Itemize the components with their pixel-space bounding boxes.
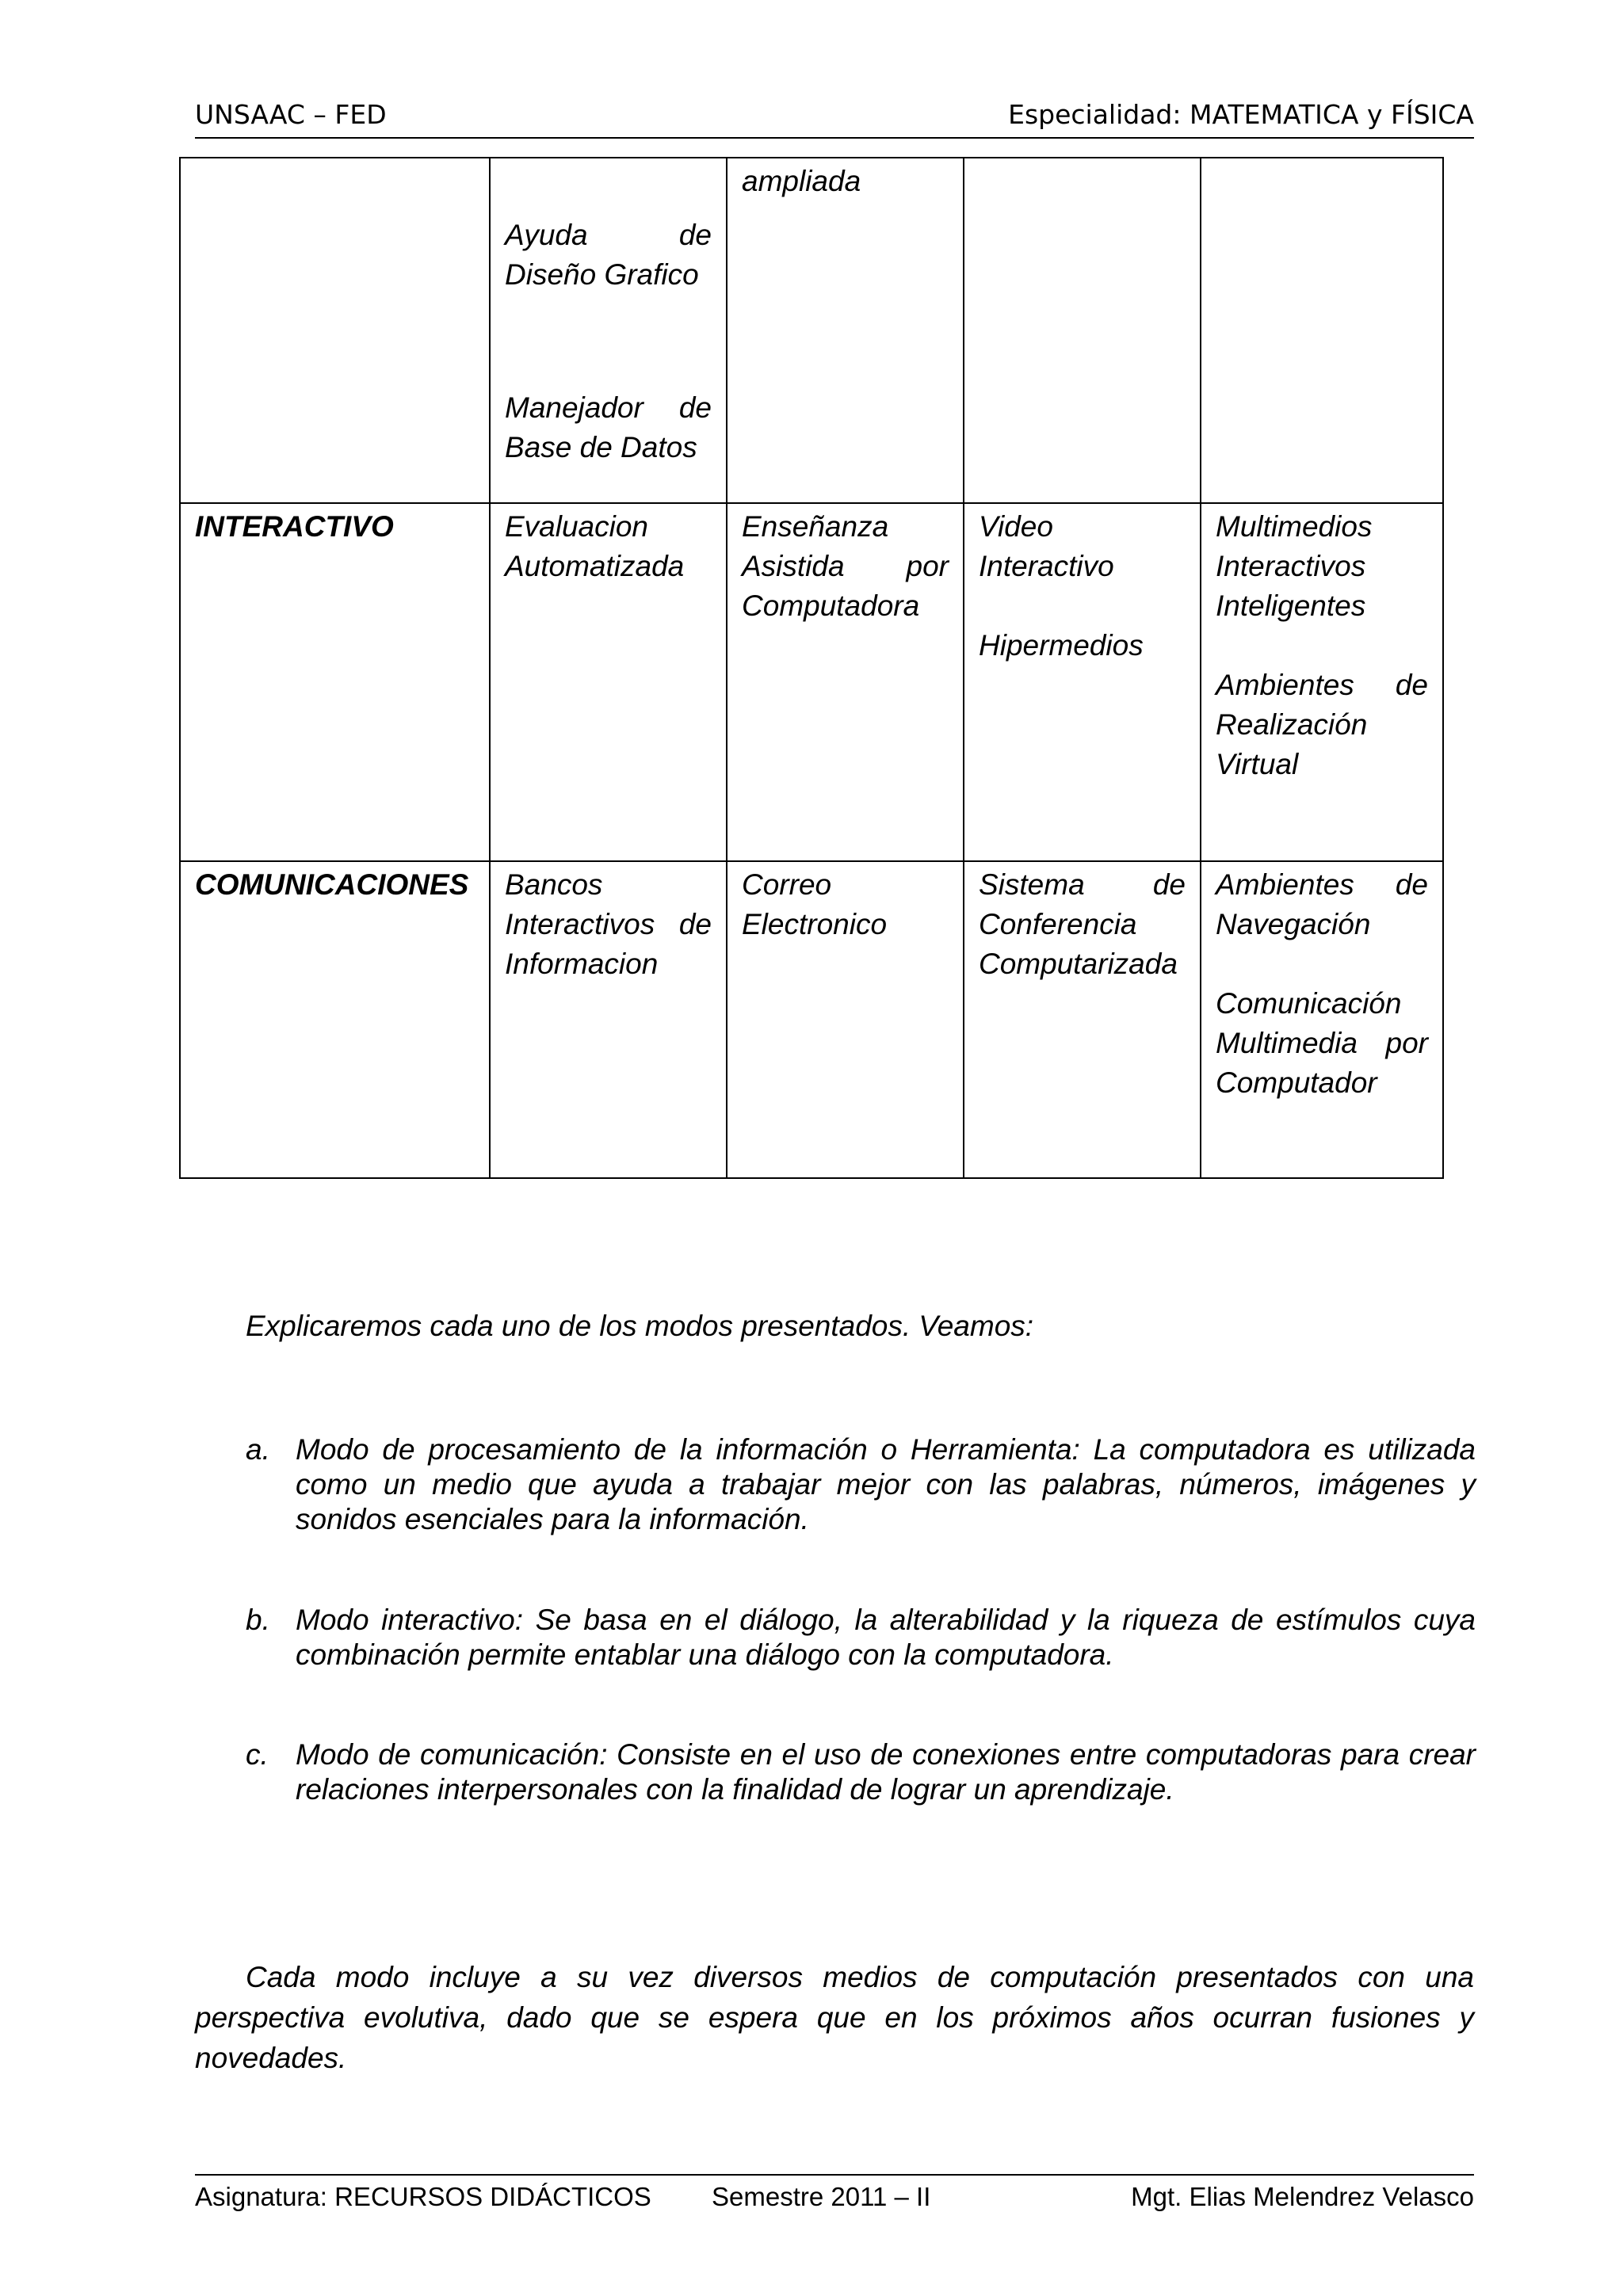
table-cell [964, 861, 1201, 1178]
table-cell [490, 861, 727, 1178]
cell-text: Multimedios Interactivos Inteligentes [1216, 510, 1373, 622]
list-marker: a. [246, 1433, 270, 1466]
table-cell [490, 158, 727, 503]
cell-text: Comunicación Multimedia por Computador [1216, 987, 1428, 1099]
header-divider [195, 137, 1474, 139]
footer-course: Asignatura: RECURSOS DIDÁCTICOS [195, 2182, 651, 2211]
media-modes-table [179, 157, 1444, 1179]
table-cell [490, 503, 727, 861]
list-item [246, 1432, 1476, 1537]
cell-text: Manejador de Base de Datos [505, 391, 712, 463]
row-label: INTERACTIVO [180, 503, 490, 861]
table-cell [1201, 158, 1443, 503]
list-text: Modo de comunicación: Consiste en el uso de conexiones entre computadoras para crear relaciones interpersonales con la finalidad de lograr un aprendizaje. [296, 1738, 1476, 1806]
row-label [180, 861, 490, 1178]
footer-author: Mgt. Elias Melendrez Velasco [1131, 2182, 1474, 2211]
cell-text: Correo Electronico [742, 868, 888, 940]
table-cell [964, 158, 1201, 503]
cell-text: Ayuda de Diseño Grafico [505, 219, 712, 291]
list-item [246, 1603, 1476, 1672]
footer-semester: Semestre 2011 – II [712, 2182, 931, 2211]
list-text: Modo interactivo: Se basa en el diálogo, la alterabilidad y la riqueza de estímulos cuya combinación permite entablar una diálogo con la computadora. [296, 1604, 1476, 1671]
table-row [180, 861, 1443, 1178]
header-right: Especialidad: MATEMATICA y FÍSICA [1008, 99, 1474, 130]
closing-paragraph: Cada modo incluye a su vez diversos medios de computación presentados con una perspectiva evolutiva, dado que se espera que en los próximos años ocurran fusiones y novedades. [195, 1961, 1474, 2074]
cell-text: Sistema de Conferencia Computarizada [979, 868, 1186, 980]
header-left: UNSAAC – FED [195, 99, 387, 130]
cell-text: Evaluacion Automatizada [505, 510, 685, 582]
cell-text: Bancos Interactivos de Informacion [505, 868, 712, 980]
cell-text: Ambientes de Navegación [1216, 868, 1428, 940]
table-row [180, 503, 1443, 861]
cell-text: ampliada [742, 165, 861, 197]
list-item [246, 1737, 1476, 1807]
cell-text: Enseñanza Asistida por Computadora [742, 510, 949, 622]
cell-text: Ambientes de Realización Virtual [1216, 669, 1428, 780]
intro-paragraph: Explicaremos cada uno de los modos presentados. Veamos: [246, 1310, 1034, 1342]
list-text: Modo de procesamiento de la información o Herramienta: La computadora es utilizada como un medio que ayuda a trabajar mejor con las palabras, números, imágenes y sonidos esenciales para la información. [296, 1433, 1476, 1535]
footer-divider [195, 2174, 1474, 2176]
table-row [180, 158, 1443, 503]
list-marker: c. [246, 1738, 269, 1771]
table-cell [964, 503, 1201, 861]
cell-text: Video Interactivo [979, 510, 1114, 582]
cell-text: Hipermedios [979, 629, 1144, 662]
row-label-text: COMUNICACIONES [195, 868, 469, 901]
table-cell [727, 158, 964, 503]
table-cell [1201, 861, 1443, 1178]
table-cell [180, 158, 490, 503]
table-cell [727, 861, 964, 1178]
table-cell [727, 503, 964, 861]
table-cell [1201, 503, 1443, 861]
list-marker: b. [246, 1604, 270, 1636]
